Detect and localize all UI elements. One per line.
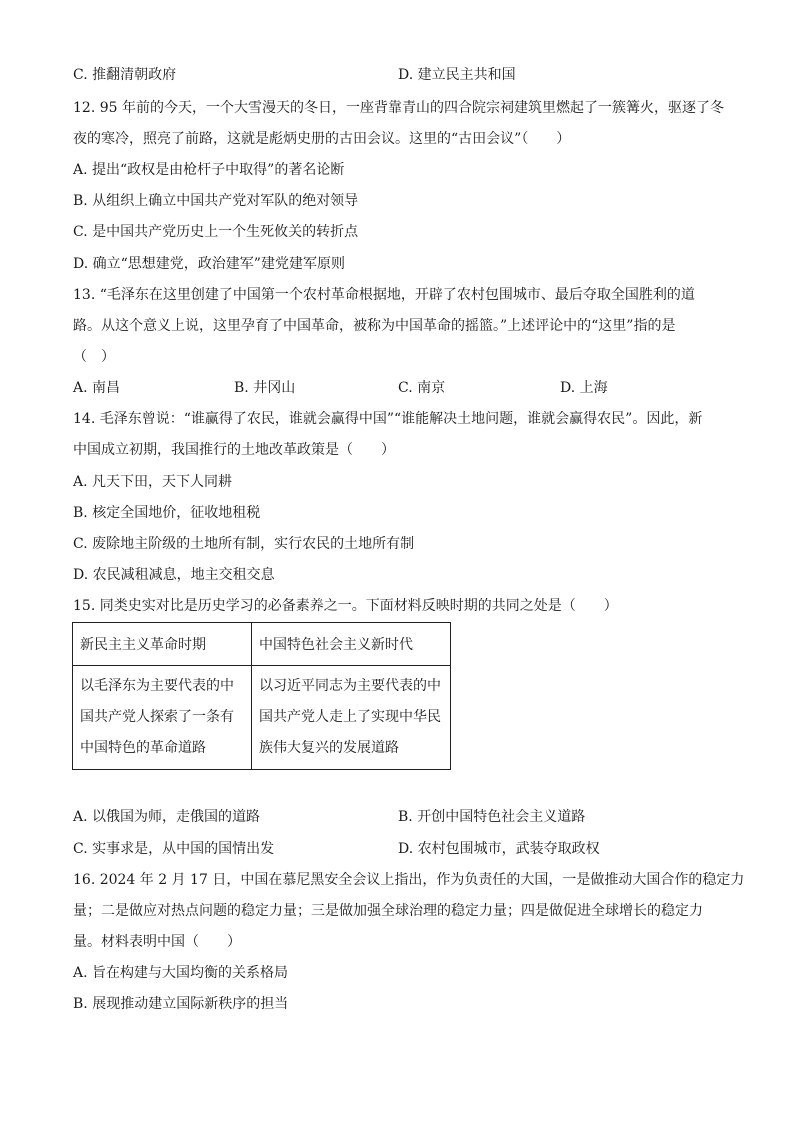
q15-option-b: B. 开创中国特色社会主义道路: [398, 809, 586, 825]
q16-stem-line2: 量；二是做应对热点问题的稳定力量；三是做加强全球治理的稳定力量；四是做促进全球增长的稳定力: [73, 903, 703, 919]
q12-stem-line2: 夜的寒冷，照亮了前路，这就是彪炳史册的古田会议。这里的“古田会议”（ ）: [73, 131, 571, 147]
q13-stem-line2: 路。从这个意义上说，这里孕育了中国革命，被称为中国革命的摇篮。”上述评论中的“这里”指的是: [73, 318, 676, 334]
q12-option-b: B. 从组织上确立中国共产党对军队的绝对领导: [73, 193, 359, 209]
q13-option-c: C. 南京: [398, 380, 446, 396]
q16-option-b: B. 展现推动建立国际新秩序的担当: [73, 996, 289, 1012]
q15-option-d: D. 农村包围城市，武装夺取政权: [398, 841, 600, 857]
q14-option-c: C. 废除地主阶级的土地所有制，实行农民的土地所有制: [73, 536, 415, 552]
q16-stem-line1: 16. 2024 年 2 月 17 日，中国在慕尼黑安全会议上指出，作为负责任的大国，一是做推动大国合作的稳定力: [73, 872, 745, 888]
q16-option-a: A. 旨在构建与大国均衡的关系格局: [73, 965, 289, 981]
table-header-cell: 新民主主义革命时期: [73, 623, 252, 666]
q15-option-a: A. 以俄国为师，走俄国的道路: [73, 809, 261, 825]
q13-stem-line1: 13. “毛泽东在这里创建了中国第一个农村革命根据地，开辟了农村包围城市、最后夺取全国胜利的道: [73, 287, 695, 303]
q16-stem-line3: 量。材料表明中国（ ）: [73, 934, 241, 950]
q14-option-a: A. 凡天下田，天下人同耕: [73, 474, 233, 490]
q11-option-d: D. 建立民主共和国: [398, 67, 516, 83]
q15-stem: 15. 同类史实对比是历史学习的必备素养之一。下面材料反映时期的共同之处是（ ）: [73, 598, 618, 614]
q14-stem-line1: 14. 毛泽东曾说：“谁赢得了农民，谁就会赢得中国”“谁能解决土地问题，谁就会赢得农民”。因此，新: [73, 411, 703, 427]
q15-option-c: C. 实事求是，从中国的国情出发: [73, 841, 275, 857]
q12-option-a: A. 提出“政权是由枪杆子中取得”的著名论断: [73, 162, 345, 178]
table-cell: 以习近平同志为主要代表的中国共产党人走上了实现中华民族伟大复兴的发展道路: [252, 666, 451, 770]
q12-option-d: D. 确立“思想建党，政治建军”建党建军原则: [73, 256, 345, 272]
q12-option-c: C. 是中国共产党历史上一个生死攸关的转折点: [73, 224, 359, 240]
q14-option-d: D. 农民减租减息，地主交租交息: [73, 567, 275, 583]
q13-option-b: B. 井冈山: [234, 380, 296, 396]
q13-option-d: D. 上海: [560, 380, 608, 396]
q13-stem-line3: （ ）: [73, 349, 115, 365]
q11-option-c: C. 推翻清朝政府: [73, 67, 177, 83]
table-header-cell: 中国特色社会主义新时代: [252, 623, 451, 666]
q14-option-b: B. 核定全国地价，征收地租税: [73, 505, 261, 521]
q13-option-a: A. 南昌: [73, 380, 121, 396]
table-cell: 以毛泽东为主要代表的中国共产党人探索了一条有中国特色的革命道路: [73, 666, 252, 770]
q12-stem-line1: 12. 95 年前的今天，一个大雪漫天的冬日，一座背靠青山的四合院宗祠建筑里燃起了一簇篝火，驱逐了冬: [73, 100, 724, 116]
q14-stem-line2: 中国成立初期，我国推行的土地改革政策是（ ）: [73, 442, 395, 458]
q15-comparison-table: [72, 622, 451, 770]
